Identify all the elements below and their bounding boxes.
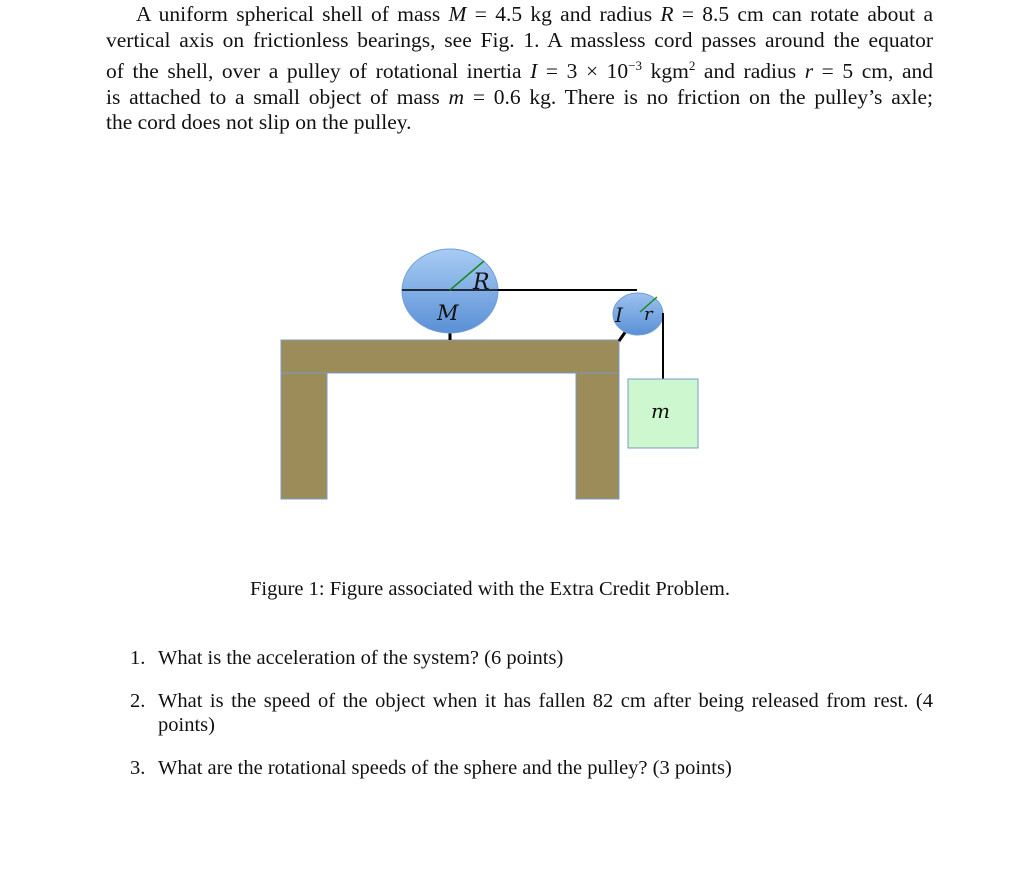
sphere-radius-label: R <box>473 270 490 295</box>
hanging-block <box>628 379 698 448</box>
problem-line-4: is attached to a small object of mass m = 0.6 kg. There is no friction on the pulley’s axle; <box>106 84 933 109</box>
spherical-shell <box>402 249 498 333</box>
block-mass-label: m <box>651 399 670 423</box>
question-number: 1. <box>130 647 146 669</box>
table <box>281 340 619 499</box>
pulley-radius-label: r <box>644 304 653 325</box>
problem-line-1: A uniform spherical shell of mass M = 4.5 kg and radius R = 8.5 cm can rotate about a <box>136 2 933 26</box>
problem-line-2: vertical axis on frictionless bearings, see Fig. 1. A massless cord passes around the equator <box>106 27 933 52</box>
pulley-inertia-label: I <box>615 303 623 327</box>
question-2 <box>130 689 933 737</box>
table-top <box>281 340 619 373</box>
problem-line-5: the cord does not slip on the pulley. <box>106 110 412 135</box>
table-right-leg <box>576 373 619 499</box>
table-left-leg <box>281 373 327 499</box>
question-number: 2. <box>130 690 146 712</box>
question-3 <box>130 756 933 780</box>
figure-caption: Figure 1: Figure associated with the Extra Credit Problem. <box>250 578 730 600</box>
question-number: 3. <box>130 757 146 779</box>
question-list <box>130 646 933 799</box>
question-text: What are the rotational speeds of the sphere and the pulley? (3 points) <box>158 757 732 779</box>
problem-line-3: of the shell, over a pulley of rotational inertia $I = 3 \times 10^{-3}$ kgm$^2$ and radius r = 5 cm, and <box>106 58 933 84</box>
question-1 <box>130 646 933 670</box>
question-text: What is the acceleration of the system? (6 points) <box>158 647 564 669</box>
sphere-mass-label: M <box>437 301 459 325</box>
question-text: What is the speed of the object when it has fallen 82 cm after being released from rest. (4 points) <box>158 690 933 736</box>
pulley <box>613 293 663 335</box>
